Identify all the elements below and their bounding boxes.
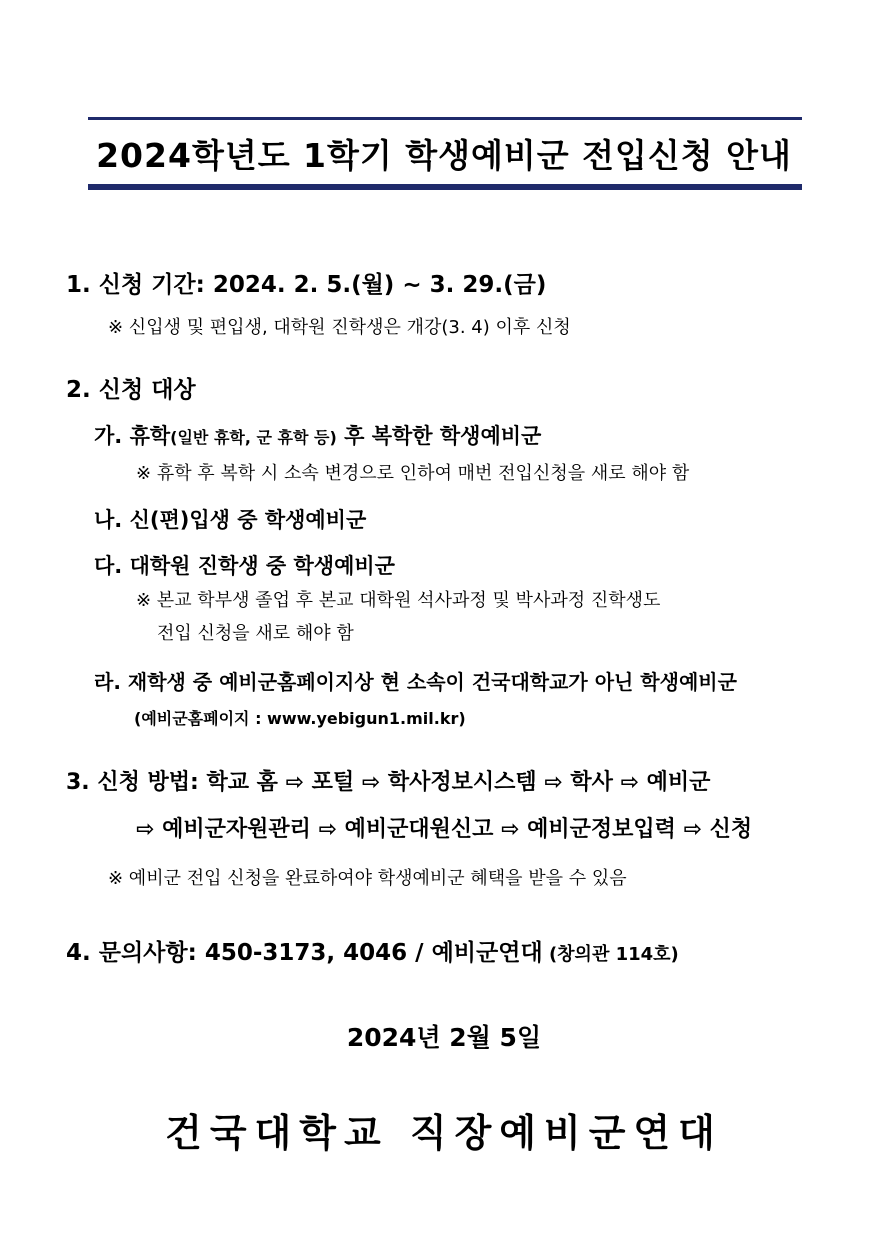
section-2-item-c-note-1: ※ 본교 학부생 졸업 후 본교 대학원 석사과정 및 박사과정 진학생도 xyxy=(136,590,661,611)
section-2-item-a xyxy=(94,420,541,450)
section-4-heading xyxy=(66,934,679,967)
section-2-item-b: 나. 신(편)입생 중 학생예비군 xyxy=(94,508,367,532)
section-3-line-2: ⇨ 예비군자원관리 ⇨ 예비군대원신고 ⇨ 예비군정보입력 ⇨ 신청 xyxy=(136,817,753,842)
item-a-small: (일반 휴학, 군 휴학 등) xyxy=(170,428,337,447)
item-a-rest: 후 복학한 학생예비군 xyxy=(336,424,542,448)
title-bottom-rule xyxy=(88,184,802,190)
section-2-heading: 2. 신청 대상 xyxy=(66,377,196,403)
section-2-item-c-note-2: 전입 신청을 새로 해야 함 xyxy=(157,623,354,644)
page-title: 2024학년도 1학기 학생예비군 전입신청 안내 xyxy=(96,136,792,175)
section-4-location: (창의관 114호) xyxy=(542,944,679,965)
section-1-heading: 1. 신청 기간: 2024. 2. 5.(월) ~ 3. 29.(금) xyxy=(66,272,547,298)
item-a-label: 가. 휴학 xyxy=(94,424,171,448)
document-date: 2024년 2월 5일 xyxy=(346,1023,542,1052)
section-1-note: ※ 신입생 및 편입생, 대학원 진학생은 개강(3. 4) 이후 신청 xyxy=(108,317,571,338)
section-2-item-c: 다. 대학원 진학생 중 학생예비군 xyxy=(94,554,395,578)
organization-name: 건국대학교 직장예비군연대 xyxy=(165,1111,723,1155)
section-2-item-d-website: (예비군홈페이지 : www.yebigun1.mil.kr) xyxy=(134,709,466,728)
title-top-rule xyxy=(88,117,802,120)
section-4-main: 4. 문의사항: 450-3173, 4046 / 예비군연대 xyxy=(66,940,543,966)
section-2-item-a-note: ※ 휴학 후 복학 시 소속 변경으로 인하여 매번 전입신청을 새로 해야 함 xyxy=(136,463,690,484)
section-3-note: ※ 예비군 전입 신청을 완료하여야 학생예비군 혜택을 받을 수 있음 xyxy=(108,868,627,889)
section-2-item-d: 라. 재학생 중 예비군홈페이지상 현 소속이 건국대학교가 아닌 학생예비군 xyxy=(94,670,737,694)
section-3-heading: 3. 신청 방법: 학교 홈 ⇨ 포털 ⇨ 학사정보시스템 ⇨ 학사 ⇨ 예비군 xyxy=(66,770,711,795)
